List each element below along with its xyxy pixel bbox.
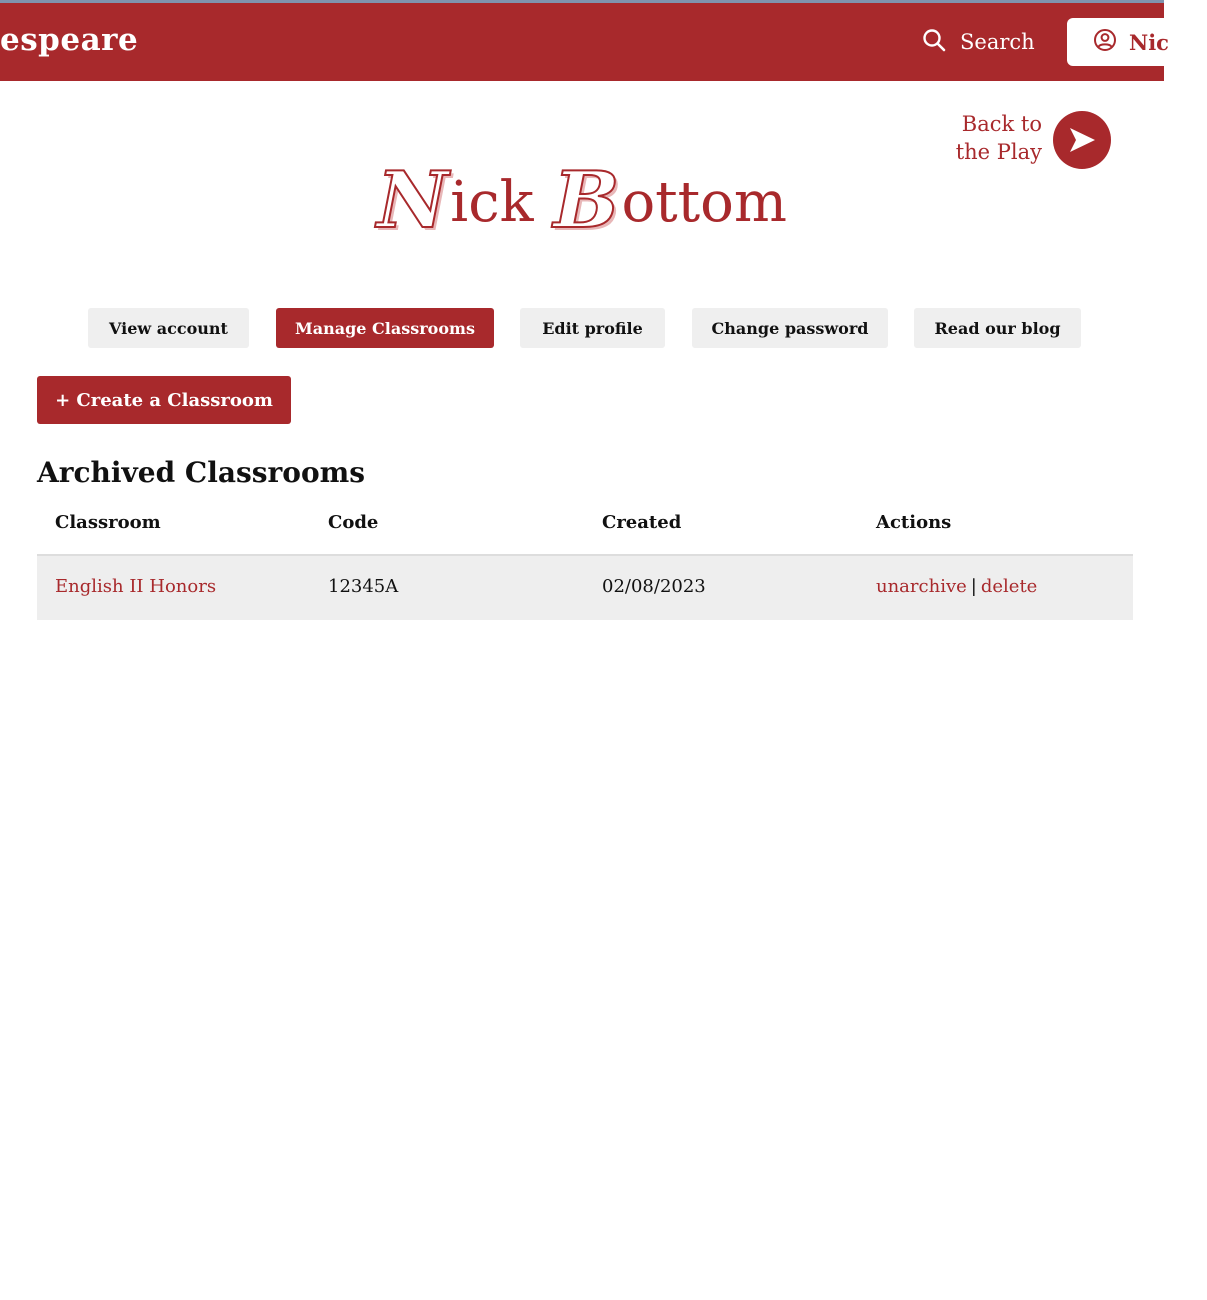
decorative-initial-first: N [377, 155, 449, 246]
classroom-code: 12345A [328, 576, 399, 597]
action-separator: | [970, 576, 977, 597]
classroom-name-link[interactable]: English II Honors [55, 576, 217, 597]
archived-classrooms-table [37, 494, 1133, 620]
user-menu-button[interactable] [1067, 18, 1207, 66]
search-button[interactable] [922, 25, 1035, 59]
table-row [37, 556, 1133, 620]
user-name-label: Nic [1129, 29, 1169, 55]
profile-name-heading [0, 155, 1164, 246]
column-header-created: Created [602, 512, 682, 533]
unarchive-link[interactable]: unarchive [876, 576, 967, 597]
create-classroom-button[interactable]: + Create a Classroom [37, 376, 291, 424]
decorative-initial-last: B [553, 155, 620, 246]
column-header-code: Code [328, 512, 379, 533]
tab-edit-profile[interactable]: Edit profile [520, 308, 665, 348]
classroom-created-date: 02/08/2023 [602, 576, 706, 597]
tab-manage-classrooms[interactable]: Manage Classrooms [276, 308, 494, 348]
tab-view-account[interactable]: View account [88, 308, 249, 348]
back-to-play-line2: the Play [955, 140, 1042, 164]
tab-change-password[interactable]: Change password [692, 308, 888, 348]
profile-last-name-rest: ottom [621, 170, 787, 235]
site-header [0, 3, 1169, 81]
delete-link[interactable]: delete [980, 576, 1038, 597]
tab-read-our-blog[interactable]: Read our blog [914, 308, 1081, 348]
user-account-icon [1093, 28, 1117, 56]
search-label: Search [960, 30, 1035, 54]
classroom-actions [876, 576, 1037, 597]
table-header [37, 494, 1133, 556]
column-header-actions: Actions [876, 512, 952, 533]
search-icon [922, 28, 946, 56]
back-to-play-line1: Back to [961, 112, 1042, 136]
section-title: Archived Classrooms [37, 456, 366, 489]
site-logo[interactable]: espeare [0, 22, 139, 58]
column-header-classroom: Classroom [55, 512, 161, 533]
profile-first-name-rest: ick [450, 170, 534, 235]
